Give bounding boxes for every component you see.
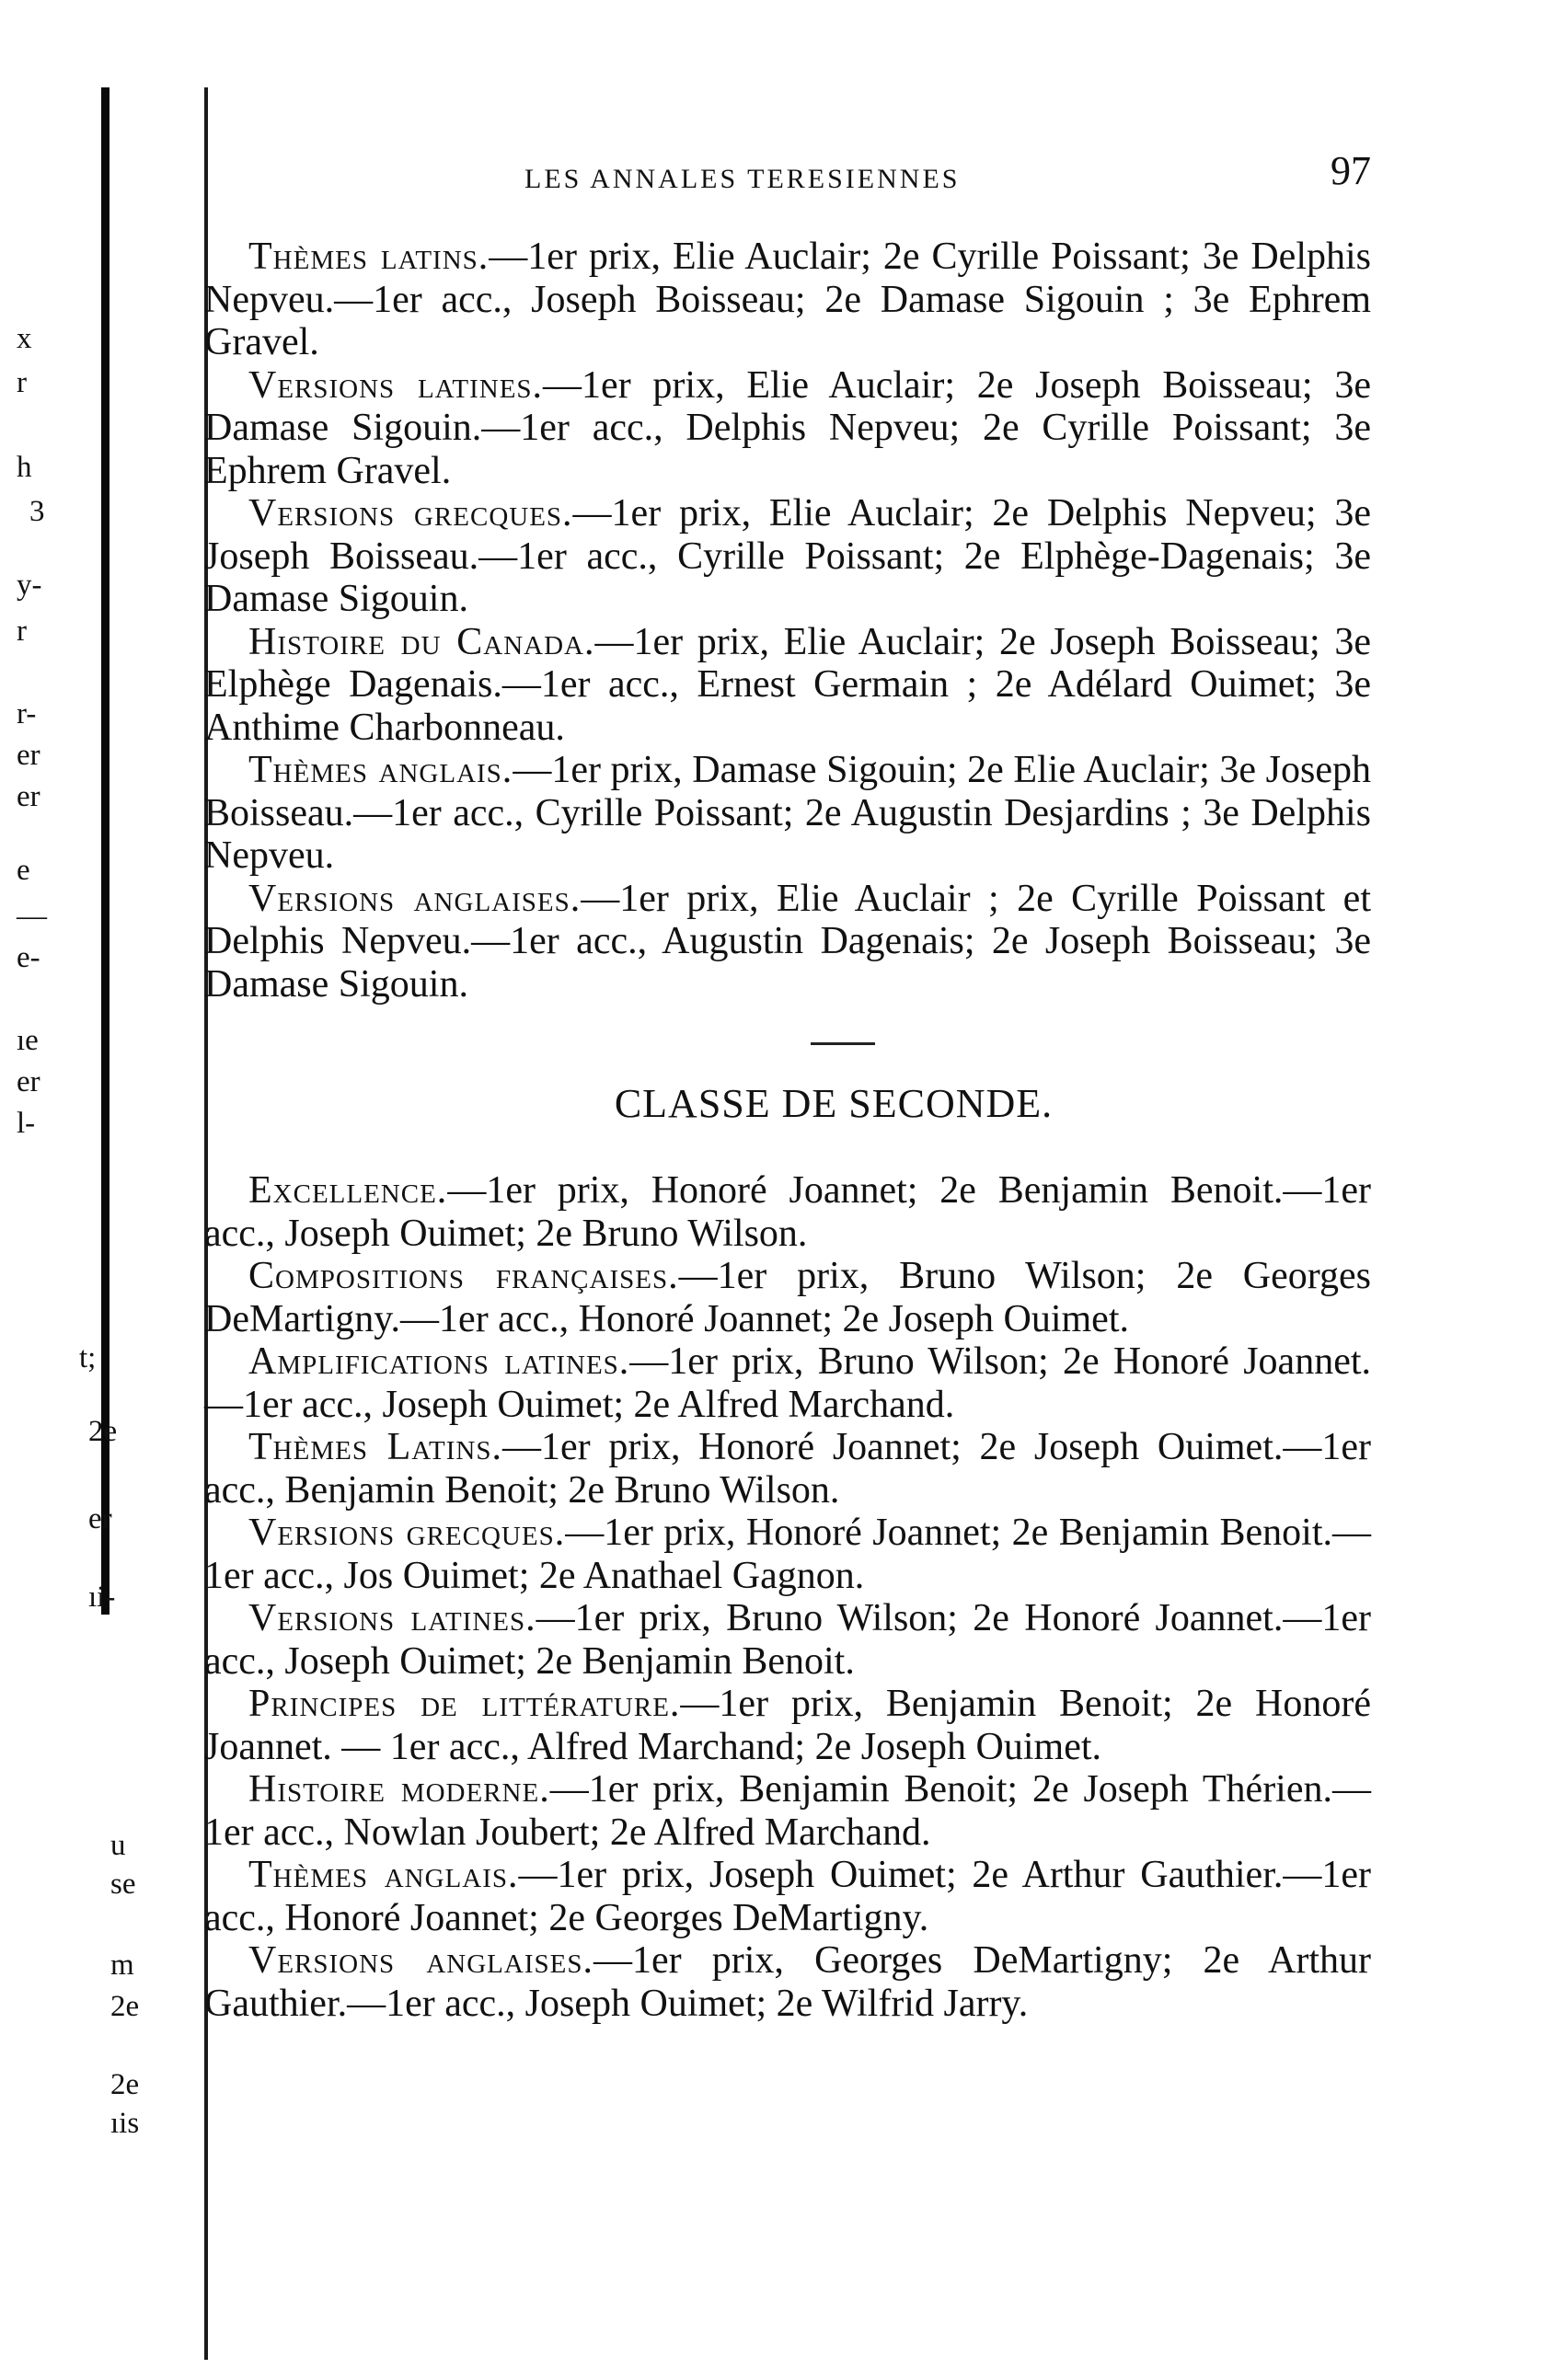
prize-entry: [204, 1768, 1371, 1854]
margin-fragment: h: [17, 451, 32, 484]
entry-text: —1er prix, Joseph Ouimet; 2e Arthur Gauthier.—1er acc., Honoré Joannet; 2e Georges DeMartigny.: [204, 1854, 1371, 1939]
entry-text: —1er prix, Honoré Joannet; 2e Joseph Ouimet.—1er acc., Benjamin Benoit; 2e Bruno Wilson.: [204, 1426, 1371, 1512]
entry-text: —1er prix, Georges DeMartigny; 2e Arthur Gauthier.—1er acc., Joseph Ouimet; 2e Wilfrid Jarry.: [204, 1939, 1371, 2025]
entry-label: Thèmes Latins.: [248, 1426, 502, 1468]
margin-fragments: [17, 0, 182, 2380]
prize-entry: [204, 749, 1371, 878]
entry-label: Versions grecques.: [248, 1512, 566, 1554]
margin-fragment: r: [17, 615, 27, 648]
prize-entry: [204, 364, 1371, 493]
entry-text: —1er prix, Damase Sigouin; 2e Elie Auclair; 3e Joseph Boisseau.—1er acc., Cyrille Poissant; 2e Augustin Desjardins ; 3e Delphis Nepveu.: [204, 749, 1371, 877]
entry-text: —1er prix, Bruno Wilson; 2e Georges DeMartigny.—1er acc., Honoré Joannet; 2e Joseph Ouimet.: [204, 1255, 1371, 1340]
margin-fragment: ıi-: [88, 1581, 116, 1614]
margin-fragment: er: [17, 1065, 40, 1098]
margin-fragment: u: [110, 1829, 126, 1862]
margin-fragment: l-: [17, 1107, 36, 1140]
prize-entry: [204, 236, 1371, 364]
prize-entry: [204, 1683, 1371, 1768]
entry-label: Thèmes anglais.: [248, 749, 513, 791]
margin-fragment: er: [17, 780, 40, 813]
page: [204, 147, 1371, 2025]
entry-text: —1er prix, Elie Auclair ; 2e Cyrille Poissant et Delphis Nepveu.—1er acc., Augustin Dagenais; 2e Joseph Boisseau; 3e Damase Sigouin.: [204, 877, 1371, 1006]
entry-label: Versions latines.: [248, 363, 544, 407]
prize-entry: [204, 1512, 1371, 1597]
prize-list-section-2: [204, 1169, 1371, 2025]
entry-text: —1er prix, Benjamin Benoit; 2e Joseph Thérien.—1er acc., Nowlan Joubert; 2e Alfred Marchand.: [204, 1768, 1371, 1854]
margin-fragment: e-: [17, 941, 40, 974]
prize-list-section-1: [204, 236, 1371, 1006]
margin-fragment: —: [17, 900, 47, 933]
entry-text: —1er prix, Elie Auclair; 2e Joseph Boisseau; 3e Damase Sigouin.—1er acc., Delphis Nepveu; 2e Cyrille Poissant; 3e Ephrem Gravel.: [204, 363, 1371, 492]
section-heading: CLASSE DE SECONDE.: [614, 1081, 1054, 1126]
entry-label: Histoire moderne.: [248, 1768, 550, 1811]
margin-fragment: se: [110, 1868, 136, 1901]
entry-text: —1er prix, Elie Auclair; 2e Joseph Boisseau; 3e Elphège Dagenais.—1er acc., Ernest Germain ; 2e Adélard Ouimet; 3e Anthime Charbonneau.: [204, 620, 1372, 749]
entry-label: Excellence.: [248, 1169, 448, 1212]
entry-text: —1er prix, Bruno Wilson; 2e Honoré Joannet.—1er acc., Joseph Ouimet; 2e Benjamin Benoit.: [204, 1597, 1371, 1683]
prize-entry: [204, 1854, 1371, 1939]
entry-label: Versions anglaises.: [248, 877, 582, 920]
entry-label: Versions anglaises.: [248, 1939, 593, 1982]
entry-text: —1er prix, Honoré Joannet; 2e Benjamin Benoit.—1er acc., Joseph Ouimet; 2e Bruno Wilson.: [204, 1169, 1371, 1255]
entry-label: Compositions françaises.: [248, 1255, 679, 1297]
margin-fragment: y-: [17, 569, 42, 602]
entry-text: —1er prix, Honoré Joannet; 2e Benjamin Benoit.—1er acc., Jos Ouimet; 2e Anathael Gagnon.: [204, 1512, 1371, 1597]
entry-text: —1er prix, Elie Auclair; 2e Delphis Nepveu; 3e Joseph Boisseau.—1er acc., Cyrille Poissant; 2e Elphège-Dagenais; 3e Damase Sigouin.: [204, 492, 1371, 620]
margin-fragment: er: [88, 1502, 112, 1535]
entry-label: Thèmes anglais.: [248, 1854, 519, 1896]
entry-label: Principes de littérature.: [248, 1683, 681, 1725]
section-divider: [811, 1042, 875, 1045]
margin-fragment: t;: [79, 1341, 97, 1374]
margin-fragment: e: [17, 854, 30, 887]
margin-fragment: m: [110, 1949, 134, 1982]
margin-fragment: 2e: [88, 1415, 118, 1448]
entry-label: Versions latines.: [248, 1597, 536, 1639]
running-head-title: LES ANNALES TERESIENNES: [524, 164, 961, 194]
page-number: 97: [1331, 148, 1371, 193]
prize-entry: [204, 1340, 1371, 1426]
margin-fragment: ıis: [110, 2107, 140, 2140]
margin-fragment: 3: [29, 495, 45, 528]
margin-fragment: ıe: [17, 1024, 39, 1057]
margin-fragment: 2e: [110, 2068, 140, 2101]
prize-entry: [204, 492, 1371, 621]
prize-entry: [204, 1426, 1371, 1512]
margin-fragment: r: [17, 366, 27, 399]
margin-fragment: x: [17, 322, 32, 355]
running-head: [204, 147, 1371, 202]
margin-fragment: 2e: [110, 1990, 140, 2023]
prize-entry: [204, 1255, 1371, 1340]
margin-fragment: r-: [17, 697, 37, 730]
entry-label: Amplifications latines.: [248, 1340, 630, 1383]
entry-label: Thèmes latins.: [248, 236, 490, 278]
prize-entry: [204, 621, 1371, 750]
entry-text: —1er prix, Bruno Wilson; 2e Honoré Joannet.—1er acc., Joseph Ouimet; 2e Alfred Marchand.: [204, 1340, 1371, 1426]
prize-entry: [204, 1169, 1371, 1255]
margin-fragment: er: [17, 739, 40, 772]
entry-label: Versions grecques.: [248, 492, 573, 535]
entry-text: —1er prix, Benjamin Benoit; 2e Honoré Joannet. — 1er acc., Alfred Marchand; 2e Joseph Ouimet.: [204, 1683, 1371, 1768]
entry-text: —1er prix, Elie Auclair; 2e Cyrille Poissant; 3e Delphis Nepveu.—1er acc., Joseph Boisseau; 2e Damase Sigouin ; 3e Ephrem Gravel.: [204, 236, 1371, 363]
prize-entry: [204, 1597, 1371, 1683]
prize-entry: [204, 1939, 1371, 2025]
entry-label: Histoire du Canada.: [248, 620, 595, 663]
prize-entry: [204, 878, 1371, 1006]
